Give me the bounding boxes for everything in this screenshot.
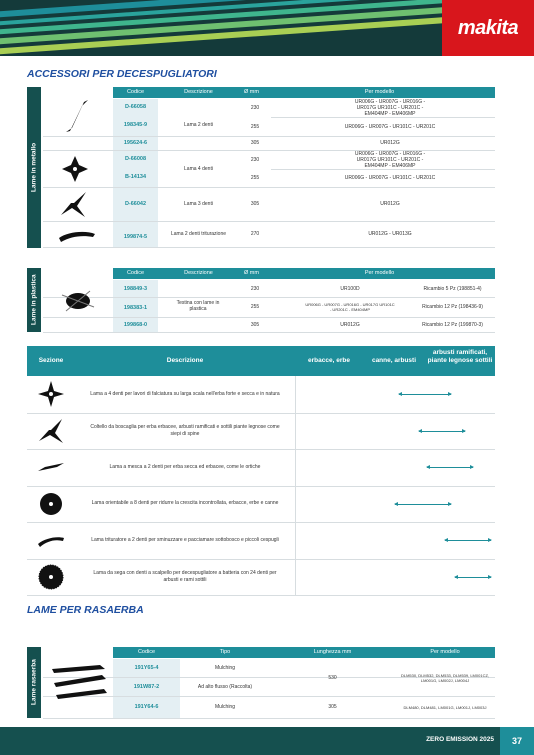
code-198345-9: 198345-9 bbox=[123, 122, 148, 128]
usage-blade-icon bbox=[37, 563, 65, 591]
plastic-head-image bbox=[60, 283, 96, 319]
sidebar-metal: Lame in metallo bbox=[27, 87, 41, 248]
metal-table-header bbox=[113, 87, 495, 98]
sidebar-plastic: Lame in plastica bbox=[27, 268, 41, 332]
footer-title: ZERO EMISSION 2025 bbox=[426, 736, 494, 743]
page-header bbox=[0, 0, 534, 56]
usage-description: Lama a mesca a 2 denti per erba secca ed erbacee, come le ortiche bbox=[109, 463, 261, 470]
makita-logo: makita bbox=[442, 0, 534, 56]
code-D-66042: D-66042 bbox=[124, 201, 147, 207]
usage-description: Lama trituratore a 2 denti per sminuzzare e pacciamare sottobosco e piccoli cespugli bbox=[91, 536, 279, 543]
dia-270: 270 bbox=[250, 231, 260, 237]
blade-4-teeth-image bbox=[60, 154, 90, 184]
usage-description: Lama orientabile a 8 denti per ridurre la crescita incontrollata, erbacce, erbe e canne bbox=[91, 500, 279, 507]
code-198383-1: 198383-1 bbox=[123, 305, 148, 311]
code-199868-0: 199868-0 bbox=[123, 322, 148, 328]
dia-305b: 305 bbox=[250, 201, 260, 207]
usage-range-arrow bbox=[427, 467, 473, 468]
usage-description: Coltello da boscaglia per erba erbacee, arbusti ramificati e sottili piante legnose come siepi di spine bbox=[90, 423, 280, 437]
col-model: Per modello bbox=[364, 89, 395, 95]
desc-4-teeth: Lama 4 denti bbox=[184, 165, 213, 172]
usage-blade-icon bbox=[37, 380, 65, 408]
dia-230: 230 bbox=[250, 105, 260, 111]
model-1: UR006G - UR007G - UR101C - UR201C bbox=[344, 123, 436, 130]
model-6: UR012G - UR013G bbox=[368, 231, 412, 237]
code-195624-6: 195624-6 bbox=[123, 140, 148, 146]
desc-plastic-head: Testina con lame in plastica bbox=[176, 300, 220, 312]
usage-blade-icon bbox=[37, 526, 65, 554]
usage-blade-icon bbox=[37, 453, 65, 481]
desc-2-teeth: Lama 2 denti bbox=[184, 121, 213, 128]
usage-blade-icon bbox=[37, 417, 65, 445]
dia-305: 305 bbox=[250, 140, 260, 146]
usage-blade-icon bbox=[37, 490, 65, 518]
usage-range-arrow bbox=[419, 431, 465, 432]
code-D-66058: D-66058 bbox=[124, 104, 147, 110]
blade-shredder-image bbox=[57, 226, 97, 244]
code-199874-5: 199874-5 bbox=[123, 234, 148, 240]
code-B-14134: B-14134 bbox=[124, 174, 147, 180]
col-dia: Ø mm bbox=[244, 89, 259, 95]
col-code: Codice bbox=[126, 89, 145, 95]
code-191Y65-4: 191Y65-4 bbox=[134, 665, 159, 671]
dia-230b: 230 bbox=[250, 156, 260, 163]
code-191W87-2: 191W87-2 bbox=[133, 684, 160, 690]
blade-3-teeth-image bbox=[58, 189, 90, 219]
blade-2-teeth-image bbox=[62, 98, 92, 134]
dia-255: 255 bbox=[250, 123, 260, 130]
section-title-brushcutter: ACCESSORI PER DECESPUGLIATORI bbox=[27, 68, 217, 80]
code-191Y64-6: 191Y64-6 bbox=[134, 704, 159, 710]
section-title-mower: LAME PER RASAERBA bbox=[27, 604, 144, 616]
usage-description: Lama a 4 denti per lavori di falciatura su larga scala nell'erba forte e secca e in natura bbox=[90, 390, 280, 397]
model-3: UR006G - UR007G - UR016G - UR017G UR101C - UR201C - EM404MP - EM406MP bbox=[354, 150, 426, 169]
model-4: UR006G - UR007G - UR101C - UR201C bbox=[344, 175, 436, 181]
usage-table-header: Sezione Descrizione erbacce, erbe canne, arbusti arbusti ramificati, piante legnose sottili bbox=[27, 346, 495, 376]
mower-table-header: Codice Tipo Lunghezza mm Per modello bbox=[113, 647, 495, 658]
usage-range-arrow bbox=[445, 540, 491, 541]
desc-3-teeth: Lama 3 denti bbox=[184, 201, 213, 207]
col-desc: Descrizione bbox=[184, 89, 213, 95]
dia-255b: 255 bbox=[250, 175, 260, 181]
usage-range-arrow bbox=[395, 504, 451, 505]
mower-blades-image bbox=[50, 661, 110, 701]
usage-range-arrow bbox=[399, 394, 451, 395]
code-198849-3: 198849-3 bbox=[123, 286, 148, 292]
model-0: UR006G - UR007G - UR016G - UR017G UR101C - UR201C - EM404MP - EM406MP bbox=[354, 99, 426, 117]
plastic-table-header: Codice Descrizione Ø mm Per modello bbox=[113, 268, 495, 279]
code-D-66008: D-66008 bbox=[124, 156, 147, 162]
sidebar-mower: Lame rasaerba bbox=[27, 647, 41, 718]
model-2: UR012G bbox=[380, 140, 400, 146]
usage-range-arrow bbox=[455, 577, 491, 578]
page-footer bbox=[0, 727, 534, 755]
model-5: UR012G bbox=[380, 201, 400, 207]
desc-shredder: Lama 2 denti triturazione bbox=[170, 231, 227, 237]
usage-description: Lama da sega con denti a scalpello per decespugliatore a batteria con 24 denti per arbusti e rami sottili bbox=[93, 569, 277, 583]
page-number: 37 bbox=[500, 727, 534, 755]
